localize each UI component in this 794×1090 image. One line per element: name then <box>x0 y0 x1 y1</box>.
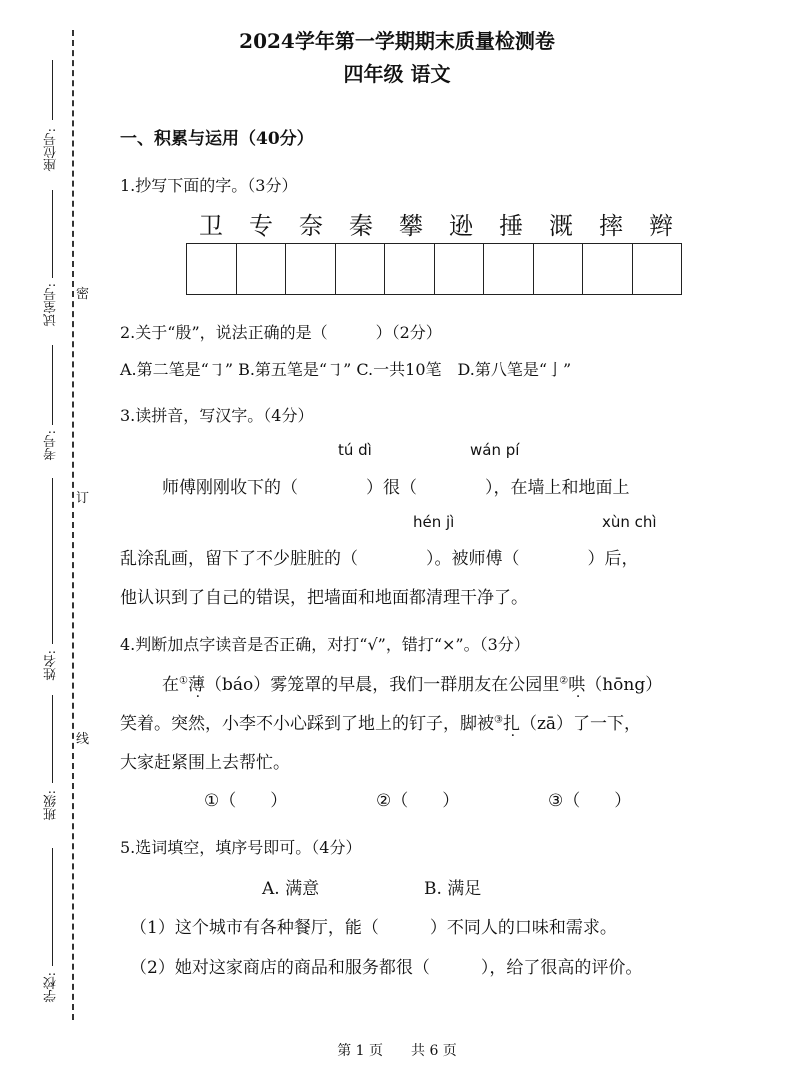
q5-option-b: B. 满足 <box>424 879 482 899</box>
writing-box[interactable] <box>534 244 584 294</box>
q3-prompt: 3.读拼音，写汉字。（4分） <box>120 406 314 425</box>
writing-box[interactable] <box>237 244 287 294</box>
seal-mark-ding: 订 <box>76 491 90 506</box>
q1-char: 逊 <box>449 212 473 240</box>
school-line <box>52 848 53 966</box>
exam-number-label: 考号: <box>44 430 59 461</box>
q2-options: A.第二笔是“㇆” B.第五笔是“㇆” C.一共10笔 D.第八笔是“亅” <box>120 360 572 379</box>
q3-line2: 乱涂乱画，留下了不少脏脏的（ ）。被师傅（ ）后， <box>120 549 639 569</box>
writing-box[interactable] <box>583 244 633 294</box>
q4-mark: ② <box>559 675 569 687</box>
q1-char: 攀 <box>399 212 423 240</box>
room-number-line <box>52 190 53 278</box>
q1-char: 辫 <box>649 212 673 240</box>
school-label: 学校: <box>44 972 59 1003</box>
q4-prompt: 4.判断加点字读音是否正确，对打“√”，错打“×”。（3分） <box>120 635 530 654</box>
q4-answer-3[interactable]: ③（ ） <box>548 791 632 811</box>
q4-dotted-word: 扎 <box>502 714 520 734</box>
q4-answer-1[interactable]: ①（ ） <box>204 791 288 811</box>
q4-dotted-word: 薄 <box>187 675 205 695</box>
seat-number-label: 座位号: <box>44 128 59 172</box>
q1-characters <box>186 206 686 241</box>
exam-title: 2024学年第一学期期末质量检测卷 <box>239 29 555 53</box>
q1-char: 专 <box>249 212 273 240</box>
writing-box[interactable] <box>336 244 386 294</box>
q4-line2 <box>120 709 641 734</box>
page-footer: 第 1 页 共 6 页 <box>337 1043 457 1059</box>
q5-sentence-1: （1）这个城市有各种餐厅，能（ ）不同人的口味和需求。 <box>130 918 617 938</box>
pinyin-xunchi: xùn chì <box>602 513 657 531</box>
seal-mark-xian: 线 <box>76 732 90 747</box>
writing-box[interactable] <box>633 244 682 294</box>
writing-box[interactable] <box>286 244 336 294</box>
q4-line1 <box>162 670 662 695</box>
q4-text: 笑着。突然，小李不小心踩到了地上的钉子，脚被 <box>120 714 494 734</box>
q4-dotted-word: 哄 <box>568 675 586 695</box>
room-number-label: 试室号: <box>44 283 59 327</box>
class-label: 班级: <box>44 790 59 821</box>
pinyin-tudi: tú dì <box>338 441 372 459</box>
q1-char: 捶 <box>499 212 523 240</box>
pinyin-wanpi: wán pí <box>470 441 520 459</box>
q5-prompt: 5.选词填空，填序号即可。（4分） <box>120 838 362 857</box>
binding-dashed-line <box>72 30 74 1020</box>
pinyin-henji: hén jì <box>413 513 455 531</box>
q1-char: 卫 <box>199 212 223 240</box>
writing-box[interactable] <box>187 244 237 294</box>
q2-prompt: 2.关于“殷”，说法正确的是（ ）（2分） <box>120 323 442 342</box>
name-label: 姓名: <box>44 650 59 681</box>
exam-subtitle: 四年级 语文 <box>343 62 451 86</box>
name-line <box>52 478 53 644</box>
section-title: 一、积累与运用（40分） <box>120 129 314 149</box>
q4-text: （hōng） <box>585 675 663 695</box>
writing-box[interactable] <box>385 244 435 294</box>
class-line <box>52 695 53 783</box>
q4-text: （zā）了一下， <box>519 714 642 734</box>
q4-text: 在 <box>162 675 179 695</box>
exam-number-line <box>52 345 53 425</box>
q3-line3: 他认识到了自己的错误，把墙面和地面都清理干净了。 <box>120 588 528 608</box>
q4-mark: ① <box>179 675 188 687</box>
q4-line3: 大家赶紧围上去帮忙。 <box>120 753 290 773</box>
q1-writing-grid <box>186 243 682 295</box>
q1-char: 溉 <box>549 212 573 240</box>
q4-answer-2[interactable]: ②（ ） <box>376 791 460 811</box>
q1-char: 摔 <box>599 212 623 240</box>
q5-sentence-2: （2）她对这家商店的商品和服务都很（ ），给了很高的评价。 <box>130 958 643 978</box>
q1-char: 奈 <box>299 212 323 240</box>
q4-text: （báo）雾笼罩的早晨，我们一群朋友在公园里 <box>204 675 560 695</box>
q5-option-a: A. 满意 <box>262 879 320 899</box>
seal-mark-mi: 密 <box>76 287 90 302</box>
writing-box[interactable] <box>484 244 534 294</box>
q3-line1: 师傅刚刚收下的（ ）很（ ），在墙上和地面上 <box>162 478 630 498</box>
q1-prompt: 1.抄写下面的字。（3分） <box>120 176 298 195</box>
q1-char: 秦 <box>349 212 373 240</box>
q4-mark: ③ <box>494 714 503 726</box>
writing-box[interactable] <box>435 244 485 294</box>
